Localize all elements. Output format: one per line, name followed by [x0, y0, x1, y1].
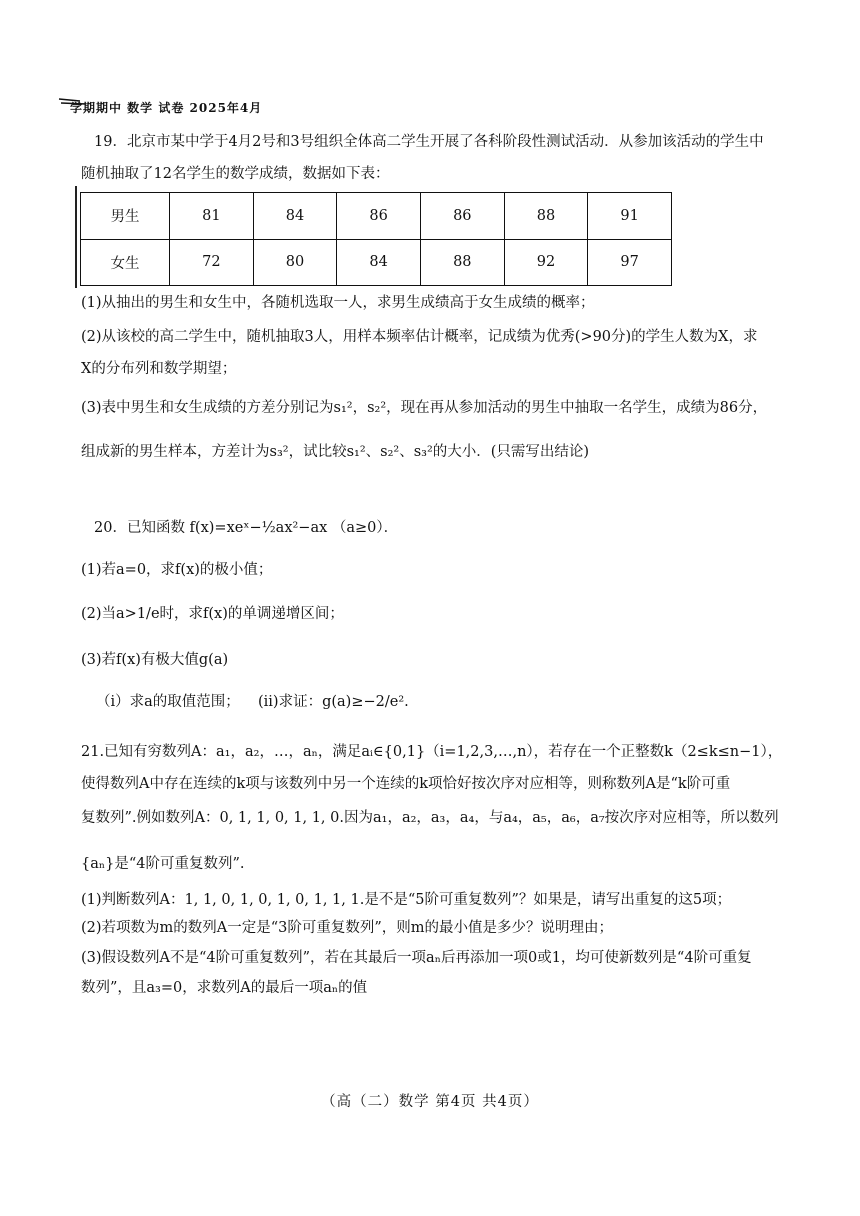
q21-part1: (1)判断数列A：1, 1, 0, 1, 0, 1, 0, 1, 1, 1.是不是“5阶可重复数列”？如果是，请写出重复的这5项；: [81, 892, 732, 908]
q21-line2: 使得数列A中存在连续的k项与该数列中另一个连续的k项恰好按次序对应相等，则称数列A是“k阶可重: [81, 776, 731, 792]
q19-intro-line1: 19．北京市某中学于4月2号和3号组织全体高二学生开展了各科阶段性测试活动．从参加该活动的学生中: [94, 134, 764, 150]
q20-sub-ii: (ii)求证：g(a)≥−2/e².: [258, 694, 409, 710]
q21-part3-line2: 数列”，且a₃=0，求数列A的最后一项aₙ的值: [81, 980, 368, 996]
q20-part2: (2)当a>1/e时，求f(x)的单调递增区间；: [81, 606, 344, 622]
table-cell: 80: [253, 239, 337, 286]
table-cell: 97: [588, 239, 672, 286]
q19-part1: (1)从抽出的男生和女生中，各随机选取一人，求男生成绩高于女生成绩的概率；: [81, 295, 595, 311]
q19-part2-line1: (2)从该校的高二学生中，随机抽取3人，用样本频率估计概率，记成绩为优秀(>90分)的学生人数为X，求: [81, 329, 758, 345]
table-row-label: 男生: [81, 193, 170, 240]
table-cell: 72: [170, 239, 254, 286]
table-row: [81, 239, 672, 286]
table-left-edge: [75, 186, 77, 288]
q19-part3-line2: 组成新的男生样本，方差计为s₃²，试比较s₁²、s₂²、s₃²的大小．(只需写出结论): [81, 444, 590, 460]
q21-line1: 21.已知有穷数列A：a₁，a₂，…，aₙ，满足aᵢ∈{0,1}（i=1,2,3,…,n），若存在一个正整数k（2≤k≤n−1），: [81, 744, 783, 760]
exam-header: 学期期中 数学 试卷 2025年4月: [70, 101, 263, 115]
q19-part3-line1: (3)表中男生和女生成绩的方差分别记为s₁²，s₂²，现在再从参加活动的男生中抽取一名学生，成绩为86分，: [81, 400, 768, 416]
q20-part1: (1)若a=0，求f(x)的极小值；: [81, 562, 273, 578]
table-cell: 88: [420, 239, 504, 286]
q21-part2: (2)若项数为m的数列A一定是“3阶可重复数列”，则m的最小值是多少？说明理由；: [81, 920, 614, 936]
table-cell: 88: [504, 193, 588, 240]
q19-intro-line2: 随机抽取了12名学生的数学成绩，数据如下表：: [81, 166, 390, 182]
table-row-label: 女生: [81, 239, 170, 286]
table-cell: 84: [337, 239, 421, 286]
q20-part3: (3)若f(x)有极大值g(a): [81, 652, 229, 668]
q20-stem: 20．已知函数 f(x)=xeˣ−½ax²−ax （a≥0）．: [94, 520, 399, 536]
table-cell: 84: [253, 193, 337, 240]
q20-sub-i: （i）求a的取值范围；: [96, 694, 240, 710]
table-cell: 86: [337, 193, 421, 240]
table-row: [81, 193, 672, 240]
table-cell: 92: [504, 239, 588, 286]
q21-part3-line1: (3)假设数列A不是“4阶可重复数列”，若在其最后一项aₙ后再添加一项0或1，均可使新数列是“4阶可重复: [81, 950, 752, 966]
q19-part2-line2: X的分布列和数学期望；: [81, 361, 237, 377]
score-table: [80, 192, 672, 286]
q21-line4: {aₙ}是“4阶可重复数列”.: [81, 856, 245, 872]
table-cell: 81: [170, 193, 254, 240]
page-footer: （高（二）数学 第4页 共4页）: [321, 1094, 539, 1110]
table-cell: 91: [588, 193, 672, 240]
table-cell: 86: [420, 193, 504, 240]
q21-line3: 复数列”.例如数列A：0, 1, 1, 0, 1, 1, 0.因为a₁，a₂，a₃，a₄，与a₄，a₅，a₆，a₇按次序对应相等，所以数列: [81, 810, 779, 826]
